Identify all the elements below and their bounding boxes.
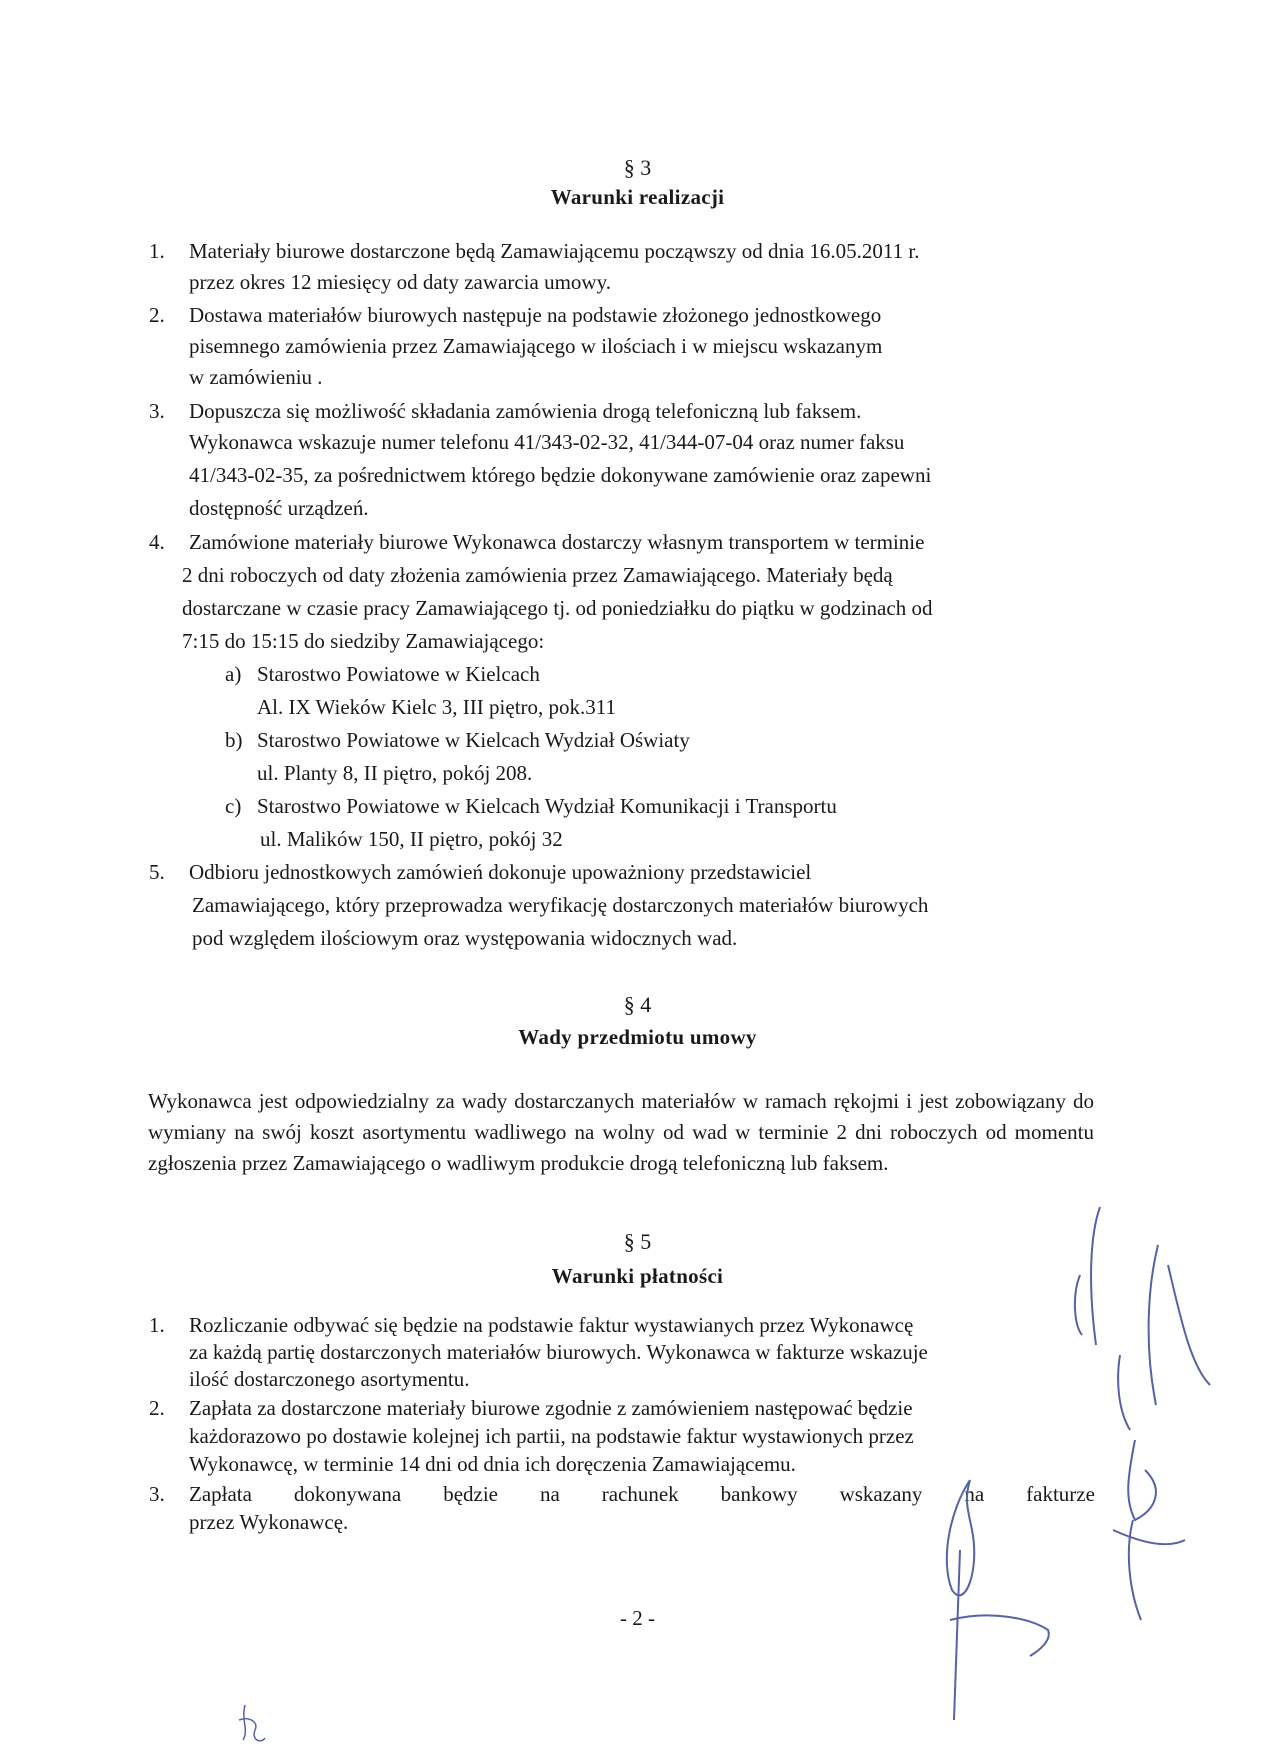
s3-item-3-line-3: 41/343-02-35, za pośrednictwem którego będzie dokonywane zamówienie oraz zapewni — [189, 463, 932, 487]
signature-right-small — [1105, 1440, 1205, 1640]
s3-item-5-line-1: Odbioru jednostkowych zamówień dokonuje upoważniony przedstawiciel — [189, 860, 812, 884]
s3-item-2-line-2: pisemnego zamówienia przez Zamawiającego w ilościach i w miejscu wskazanym — [189, 334, 883, 358]
s5-item-3-line-2: przez Wykonawcę. — [189, 1510, 349, 1534]
s5-item-2-number: 2. — [149, 1396, 165, 1420]
s3-item-3-line-2: Wykonawca wskazuje numer telefonu 41/343-02-32, 41/344-07-04 oraz numer faksu — [189, 430, 905, 454]
s5-item-3-word: wskazany — [839, 1482, 923, 1506]
section-5-number: § 5 — [623, 1229, 652, 1254]
section-4-number: § 4 — [623, 992, 652, 1017]
s5-item-1-line-3: ilość dostarczonego asortymentu. — [189, 1367, 470, 1391]
s5-item-3-word: na — [964, 1482, 985, 1506]
s5-item-2-line-1: Zapłata za dostarczone materiały biurowe zgodnie z zamówieniem następować będzie — [189, 1396, 913, 1420]
s3-subitem-c-line-2: ul. Malików 150, II piętro, pokój 32 — [260, 827, 563, 851]
s3-item-4-number: 4. — [149, 530, 165, 554]
s3-subitem-a-line-1: Starostwo Powiatowe w Kielcach — [257, 662, 540, 686]
s3-subitem-c-letter: c) — [225, 794, 242, 818]
signature-initials-right — [1060, 1205, 1220, 1445]
s5-item-3-word: Zapłata — [189, 1482, 252, 1506]
s5-item-1-line-1: Rozliczanie odbywać się będzie na podstawie faktur wystawianych przez Wykonawcę — [189, 1313, 914, 1337]
s5-item-3-number: 3. — [149, 1482, 165, 1506]
s3-subitem-b-line-2: ul. Planty 8, II piętro, pokój 208. — [257, 761, 533, 785]
s3-item-1-line-2: przez okres 12 miesięcy od daty zawarcia umowy. — [189, 270, 611, 294]
s3-item-4-line-3: dostarczane w czasie pracy Zamawiającego tj. od poniedziałku do piątku w godzinach od — [182, 596, 933, 620]
s5-item-2-line-3: Wykonawcę, w terminie 14 dni od dnia ich doręczenia Zamawiającemu. — [189, 1452, 796, 1476]
s5-item-3-word: będzie — [443, 1482, 498, 1506]
s3-subitem-b-letter: b) — [225, 728, 243, 752]
s5-item-3-word: na — [539, 1482, 560, 1506]
page-number: - 2 - — [620, 1606, 655, 1630]
s3-item-2-line-3: w zamówieniu . — [189, 365, 323, 389]
section-3-title: Warunki realizacji — [550, 185, 725, 209]
s3-subitem-c-line-1: Starostwo Powiatowe w Kielcach Wydział Komunikacji i Transportu — [257, 794, 837, 818]
s3-item-5-line-2: Zamawiającego, który przeprowadza weryfikację dostarczonych materiałów biurowych — [192, 893, 929, 917]
s5-item-3-word: fakturze — [1026, 1482, 1095, 1506]
s3-item-1-number: 1. — [149, 239, 165, 263]
s5-item-1-number: 1. — [149, 1313, 165, 1337]
s3-item-2-line-1: Dostawa materiałów biurowych następuje na podstawie złożonego jednostkowego — [189, 303, 882, 327]
section-5-title: Warunki płatności — [551, 1264, 724, 1288]
section-3-number: § 3 — [623, 155, 652, 180]
s3-item-5-number: 5. — [149, 860, 165, 884]
s3-subitem-a-letter: a) — [225, 662, 242, 686]
s5-item-3-word: dokonywana — [293, 1482, 402, 1506]
s3-item-4-line-1: Zamówione materiały biurowe Wykonawca dostarczy własnym transportem w terminie — [189, 530, 925, 554]
s3-item-3-line-4: dostępność urządzeń. — [189, 496, 369, 520]
s3-item-3-number: 3. — [149, 399, 165, 423]
s5-item-1-line-2: za każdą partię dostarczonych materiałów biurowych. Wykonawca w fakturze wskazuje — [189, 1340, 928, 1364]
s5-item-3-word: rachunek — [601, 1482, 679, 1506]
s3-item-4-line-2: 2 dni roboczych od daty złożenia zamówienia przez Zamawiającego. Materiały będą — [182, 563, 893, 587]
s3-item-3-line-1: Dopuszcza się możliwość składania zamówienia drogą telefoniczną lub faksem. — [189, 399, 862, 423]
s3-item-2-number: 2. — [149, 303, 165, 327]
section-4-paragraph: Wykonawca jest odpowiedzialny za wady dostarczanych materiałów w ramach rękojmi i jest zobowiązany do wymiany na swój koszt asortymentu wadliwego na wolny od wad w terminie 2 dni roboczych od momentu zgłoszenia przez Zamawiającego o wadliwym produkcie drogą telefoniczną lub faksem. — [148, 1089, 1094, 1175]
s3-item-5-line-3: pod względem ilościowym oraz występowania widocznych wad. — [192, 926, 738, 950]
s3-item-1-line-1: Materiały biurowe dostarczone będą Zamawiającemu począwszy od dnia 16.05.2011 r. — [189, 239, 920, 263]
s3-item-4-line-4: 7:15 do 15:15 do siedziby Zamawiającego: — [182, 629, 545, 653]
s5-item-3-word: bankowy — [720, 1482, 798, 1506]
initials-bottom-left — [235, 1700, 275, 1750]
s3-subitem-b-line-1: Starostwo Powiatowe w Kielcach Wydział Oświaty — [257, 728, 690, 752]
signature-main — [910, 1450, 1110, 1730]
s3-subitem-a-line-2: Al. IX Wieków Kielc 3, III piętro, pok.311 — [257, 695, 616, 719]
s5-item-2-line-2: każdorazowo po dostawie kolejnej ich partii, na podstawie faktur wystawionych przez — [189, 1424, 914, 1448]
section-4-title: Wady przedmiotu umowy — [518, 1025, 757, 1049]
